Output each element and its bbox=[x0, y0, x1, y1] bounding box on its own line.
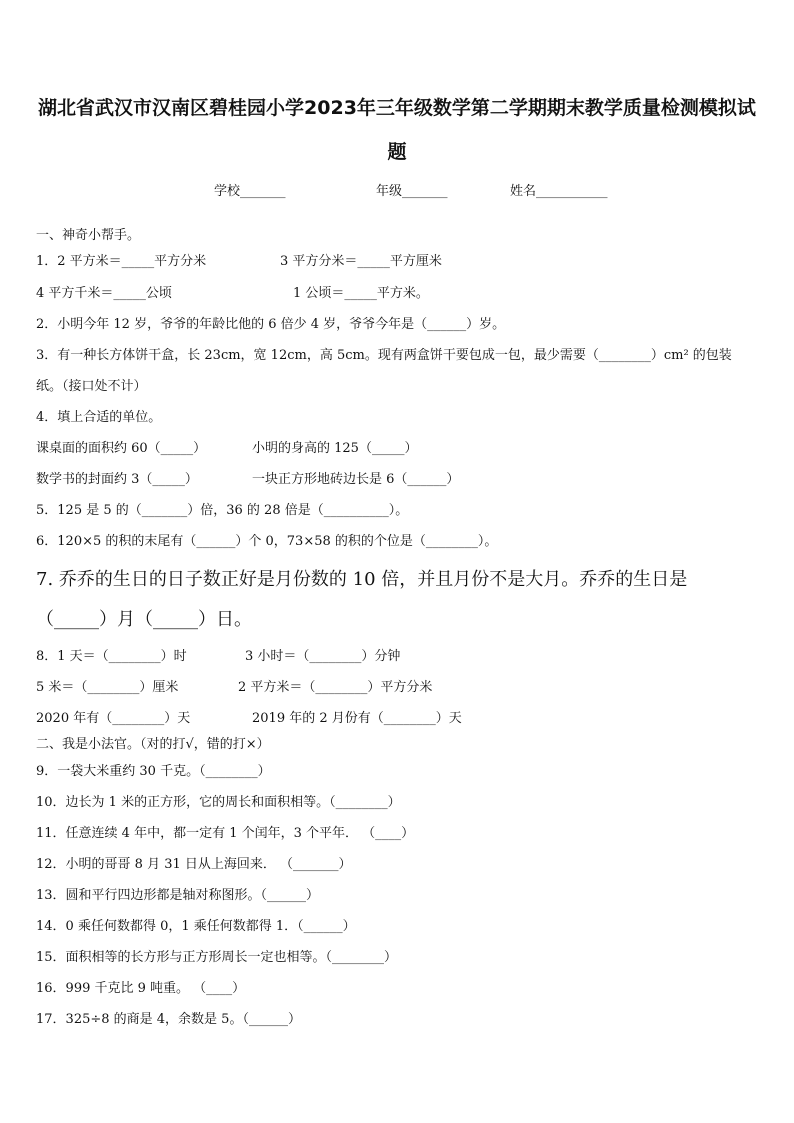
q8-part-f: 2019 年的 2 月份有（________）天 bbox=[252, 711, 462, 726]
school-field: 学校_______ bbox=[214, 184, 286, 199]
question-6: 6．120×5 的积的末尾有（______）个 0，73×58 的积的个位是（________）。 bbox=[36, 534, 498, 549]
q8-part-a: 8．1 天＝（________）时 bbox=[36, 649, 187, 664]
question-16: 16．999 千克比 9 吨重。 （____） bbox=[36, 981, 246, 996]
q8-part-e: 2020 年有（________）天 bbox=[36, 711, 191, 726]
question-17: 17．325÷8 的商是 4，余数是 5。（______） bbox=[36, 1012, 301, 1027]
question-3-line-1: 3．有一种长方体饼干盒，长 23cm，宽 12cm，高 5cm。现有两盒饼干要包成一包，最少需要（________）cm² 的包装 bbox=[36, 348, 732, 363]
question-7-line-2: （_____）月（_____）日。 bbox=[36, 609, 252, 630]
q1-part-a: 1．2 平方米＝_____平方分米 bbox=[36, 254, 207, 269]
question-13: 13．圆和平行四边形都是轴对称图形。（______） bbox=[36, 888, 320, 903]
question-5: 5．125 是 5 的（_______）倍，36 的 28 倍是（__________）。 bbox=[36, 503, 409, 518]
question-11: 11．任意连续 4 年中，都一定有 1 个闰年，3 个平年． （____） bbox=[36, 826, 415, 841]
section-2-heading: 二、我是小法官。（对的打√，错的打×） bbox=[36, 737, 270, 752]
q4-part-a: 课桌面的面积约 60（_____） bbox=[36, 441, 207, 456]
question-10: 10．边长为 1 米的正方形，它的周长和面积相等。（________） bbox=[36, 795, 401, 810]
q8-part-c: 5 米＝（________）厘米 bbox=[36, 680, 179, 695]
q1-part-b: 3 平方分米＝_____平方厘米 bbox=[280, 254, 442, 269]
q1-part-c: 4 平方千米＝_____公顷 bbox=[36, 286, 172, 301]
q4-part-c: 数学书的封面约 3（_____） bbox=[36, 472, 198, 487]
question-4-heading: 4．填上合适的单位。 bbox=[36, 410, 162, 425]
q8-part-b: 3 小时＝（________）分钟 bbox=[245, 649, 401, 664]
name-field: 姓名___________ bbox=[510, 184, 608, 199]
grade-field: 年级_______ bbox=[376, 184, 448, 199]
q1-part-d: 1 公顷＝_____平方米。 bbox=[293, 286, 429, 301]
q4-part-b: 小明的身高的 125（_____） bbox=[252, 441, 418, 456]
question-2: 2．小明今年 12 岁，爷爷的年龄比他的 6 倍少 4 岁，爷爷今年是（______）岁。 bbox=[36, 317, 506, 332]
question-9: 9．一袋大米重约 30 千克。（________） bbox=[36, 764, 271, 779]
q4-part-d: 一块正方形地砖边长是 6（______） bbox=[252, 472, 460, 487]
question-15: 15．面积相等的长方形与正方形周长一定也相等。（________） bbox=[36, 950, 398, 965]
question-3-line-2: 纸。（接口处不计） bbox=[36, 379, 147, 394]
question-14: 14．0 乘任何数都得 0，1 乘任何数都得 1．（______） bbox=[36, 919, 356, 934]
question-7-line-1: 7. 乔乔的生日的日子数正好是月份数的 10 倍，并且月份不是大月。乔乔的生日是 bbox=[36, 569, 688, 590]
question-12: 12．小明的哥哥 8 月 31 日从上海回来． （_______） bbox=[36, 857, 352, 872]
section-1-heading: 一、神奇小帮手。 bbox=[36, 228, 141, 243]
q8-part-d: 2 平方米＝（________）平方分米 bbox=[238, 680, 433, 695]
page-title: 湖北省武汉市汉南区碧桂园小学2023年三年级数学第二学期期末教学质量检测模拟试题 bbox=[38, 97, 756, 163]
